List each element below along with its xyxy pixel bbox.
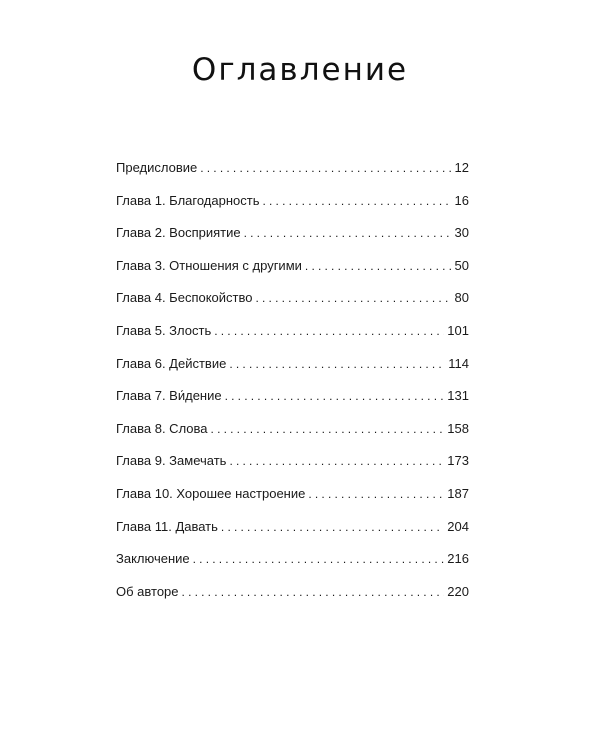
toc-entry [116, 453, 469, 486]
toc-entry-page: 101 [447, 322, 469, 338]
toc-entry-label: Заключение [116, 551, 190, 567]
toc-entry [116, 584, 469, 617]
toc-entry [116, 290, 469, 323]
toc-dot-leader [211, 422, 445, 436]
toc-entry-page: 173 [447, 453, 469, 469]
toc-dot-leader [200, 161, 451, 175]
toc-entry-label: Глава 1. Благодарность [116, 192, 260, 208]
toc-dot-leader [193, 552, 445, 566]
toc-dot-leader [305, 259, 452, 273]
toc-entry-page: 216 [447, 551, 469, 567]
toc-entry [116, 258, 469, 291]
toc-entry-label: Глава 8. Слова [116, 420, 208, 436]
toc-entry-label: Глава 4. Беспокойство [116, 290, 253, 306]
toc-entry [116, 551, 469, 584]
toc-entry [116, 421, 469, 454]
toc-entry-page: 30 [454, 225, 469, 241]
toc-dot-leader [225, 389, 445, 403]
toc-entry-label: Предисловие [116, 160, 198, 175]
toc-entry-label: Глава 3. Отношения с другими [116, 257, 302, 273]
toc-entry-page: 50 [454, 257, 469, 273]
toc-dot-leader [214, 324, 444, 338]
toc-entry-page: 204 [447, 518, 469, 534]
toc-dot-leader [221, 520, 444, 534]
toc-entry [116, 388, 469, 421]
toc-entry [116, 486, 469, 519]
toc-entry-label: Об авторе [116, 583, 179, 599]
toc-entry-page: 16 [454, 192, 469, 208]
toc-entry-label: Глава 5. Злость [116, 322, 212, 338]
toc-entry-label: Глава 6. Действие [116, 355, 227, 371]
toc-entry [116, 323, 469, 356]
toc-entry-page: 114 [448, 355, 469, 371]
toc-dot-leader [229, 454, 444, 468]
toc-entry-page: 12 [454, 160, 469, 175]
toc-entry [116, 193, 469, 226]
toc-dot-leader [262, 194, 451, 208]
toc-entry-page: 220 [447, 583, 469, 599]
toc-entry [116, 225, 469, 258]
toc-entry-label: Глава 11. Давать [116, 518, 218, 534]
toc-entry-label: Глава 9. Замечать [116, 453, 227, 469]
toc-entry-label: Глава 2. Восприятие [116, 225, 241, 241]
table-of-contents [116, 160, 469, 616]
toc-dot-leader [244, 226, 452, 240]
toc-dot-leader [182, 585, 445, 599]
toc-entry-page: 80 [454, 290, 469, 306]
toc-dot-leader [229, 357, 445, 371]
toc-entry-page: 187 [447, 485, 469, 501]
toc-entry-page: 131 [447, 388, 469, 404]
toc-entry-page: 158 [447, 420, 469, 436]
toc-dot-leader [308, 487, 444, 501]
toc-entry-label: Глава 7. Ви́дение [116, 388, 222, 404]
toc-entry [116, 356, 469, 389]
toc-entry [116, 519, 469, 552]
toc-dot-leader [255, 291, 451, 305]
toc-entry-label: Глава 10. Хорошее настроение [116, 485, 306, 501]
page-title: Оглавление [191, 52, 409, 88]
toc-entry [116, 160, 469, 193]
